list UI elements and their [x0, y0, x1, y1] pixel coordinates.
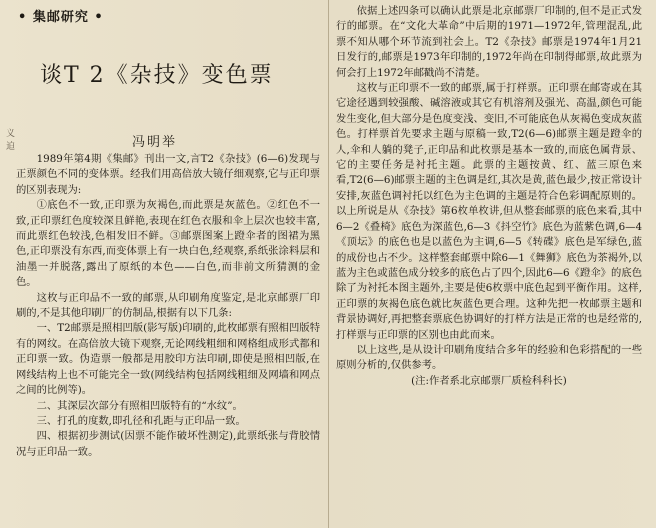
- article-title: 谈T 2《杂技》变色票: [40, 63, 274, 88]
- paragraph: 依据上述四条可以确认此票是北京邮票厂印制的,但不是正式发行的邮票。在“文化大革命”中后期的1971—1972年,管理混乱,此票不知从哪个环节流到社会上。T2《杂技》邮票是1974年1月21日发行的,邮票是1973年印制的,1972年尚在印制得邮票,故此票为何会打上1972年邮戳尚不清楚。: [336, 5, 642, 79]
- paragraph: 二、其深层次部分有照相凹版特有的“水纹”。: [36, 399, 243, 412]
- author-note: (注:作者系北京邮票厂质检科科长): [411, 374, 567, 387]
- right-column: [336, 4, 642, 389]
- column-divider: [328, 0, 329, 528]
- margin-note: 义迫: [6, 129, 16, 152]
- paragraph: 三、打孔的度数,即孔径和孔距与正印品一致。: [36, 414, 246, 427]
- left-column: [16, 152, 320, 460]
- paragraph: 这枚与正印品不一致的邮票,从印刷角度鉴定,是北京邮票厂印刷的,不是其他印刷厂的仿制品,根据有以下几条:: [16, 291, 320, 320]
- section-tag: • 集邮研究 •: [18, 10, 104, 25]
- paragraph: 一、T2邮票是照相凹版(影写版)印刷的,此枚邮票有照相凹版特有的网纹。在高倍放大镜下观察,无论网线粗细和网格组成形式都和正印票一致。伪造票一般都是用胶印方法印刷,即使是照相凹版,在网线结构上也不可能完全一致(网线结构包括网线粗细及网墙和网点之间的比例等)。: [16, 322, 320, 397]
- paragraph: 以上这些,是从设计印刷角度结合多年的经验和色彩搭配的一些原则分析的,仅供参考。: [336, 343, 642, 372]
- article-author: 冯明举: [132, 135, 178, 150]
- paragraph: ①底色不一致,正印票为灰褐色,而此票是灰蓝色。②红色不一致,正印票红色度较深且鲜艳,表现在红色衣服和伞上层次也较丰富,而此票红色较浅,色相发旧不鲜。③邮票图案上蹬伞者的图裙为黑色,正印票没有东西,而变体票上有一块白色,经观察,系纸张涂料层和油墨一并脱落,露出了原纸的本色——白色,而非前文所猜测的金色。: [16, 199, 320, 289]
- paragraph: 四、根据初步测试(因票不能作破坏性测定),此票纸张与背胶情况与正印品一致。: [16, 430, 320, 458]
- paragraph: 这枚与正印票不一致的邮票,属于打样票。正印票在邮寄或在其它途径遇到较强酸、碱溶液或其它有机溶剂及强光、高温,颜色可能发生变化,但大部分是色度变浅、变旧,不可能底色从灰褐色变成灰蓝色。打样票首先要求主题与原稿一致,T2(6—6)邮票主题是蹬伞的人,伞和人躺的凳子,正印品和此枚票是基本一致的,而底色属背景、它的主要任务是衬托主题。此票的主题按黄、红、蓝三原色来看,T2(6—6)邮票主题的主色调是红,其次是黄,蓝色最少,按正常设计安排,灰蓝色调衬托以红色为主色调的主题是符合色彩调配原则的。以上所说是从《杂技》第6枚单枚讲,但从整套邮票的底色来看,其中6—2《叠椅》底色为深蓝色,6—3《抖空竹》底色为蓝紫色调,6—4《顶坛》的底色也是以蓝色为主调,6—5《转碟》底色是军绿色,蓝的成份也占不少。这样整套邮票中除6—1《舞狮》底色为茶褐外,以蓝为主色或蓝色成分较多的底色占了四个,因此6—6《蹬伞》的底色除了为衬托本图主题外,主要是使6枚票中底色起到平衡作用。这样,正印票的灰褐色底色就比灰蓝色更合理。这种先把一枚邮票主题和背景协调好,再把整套票底色协调好的打样方法是正常的也是经常的,打样票与正印票的区别也由此而来。: [336, 82, 642, 341]
- paragraph: 1989年第4期《集邮》刊出一文,言T2《杂技》(6—6)发现与正票颜色不同的变体票。经我们用高倍放大镜仔细观察,它与正印票的区别表现为:: [16, 153, 320, 196]
